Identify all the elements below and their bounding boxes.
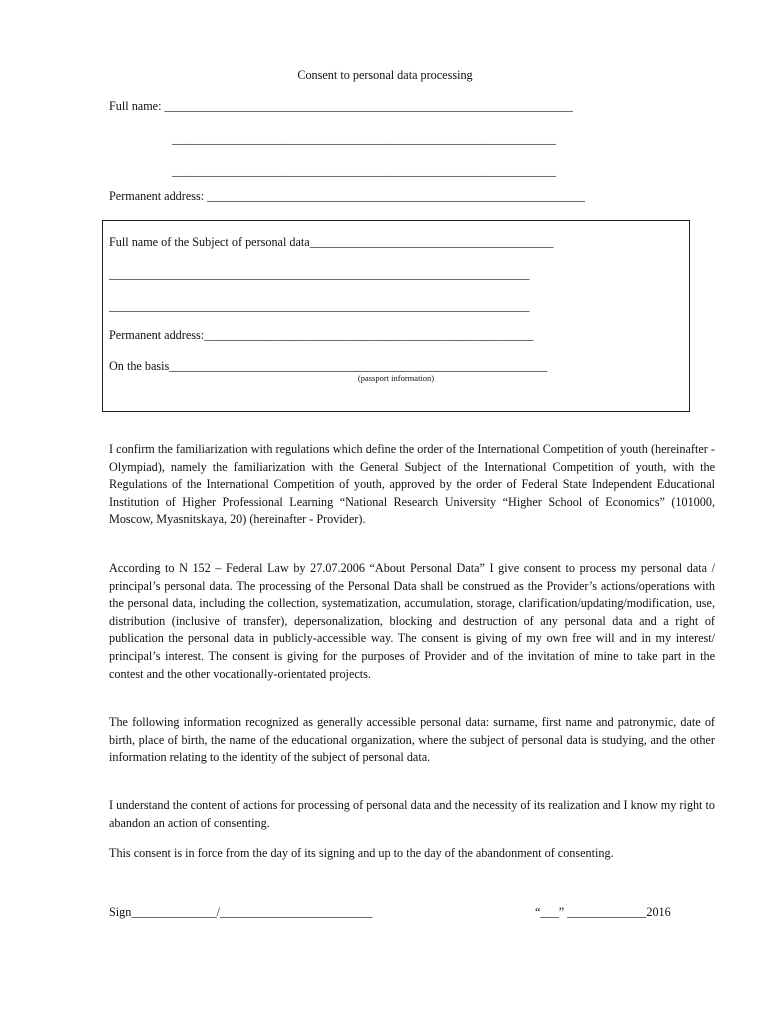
permanent-address-label: Permanent address: bbox=[109, 189, 208, 203]
paragraph-consent: According to N 152 – Federal Law by 27.07.2006 “About Personal Data” I give consent to process my personal data / principal’s personal data. The processing of the Personal Data shall be construed as the Provider’s actions/operations with the personal data, including the collection, systematization, accumulation, storage, clarification/updating/modification, use, distribution (inclusive of transfer), depersonalization, blocking and destruction of any personal data and a right of publication the personal data in publicly-accessible way. The consent is giving of my own free will and in my interest/ principal’s interest. The consent is giving for the purposes of Provider and of the invitation of mine to take part in the contest and the other vocationally-orientated projects. bbox=[109, 561, 715, 681]
permanent-address-row bbox=[109, 188, 585, 206]
subject-basis-label: On the basis bbox=[109, 359, 170, 373]
passport-information-hint: (passport information) bbox=[357, 373, 435, 383]
paragraph-accessible-data: The following information recognized as generally accessible personal data: surname, first name and patronymic, date of birth, place of birth, the name of the educational organization, where the subject of personal data is studying, and the other information relating to the identity of the subject of personal data. bbox=[109, 715, 715, 765]
full-name-line[interactable]: ___________________________________________________________________ bbox=[164, 99, 573, 113]
full-name-row bbox=[109, 98, 573, 116]
full-name-line-3[interactable]: _______________________________________________________________ bbox=[172, 164, 556, 178]
paragraph-familiarization: I confirm the familiarization with regulations which define the order of the International Competition of youth (hereinafter - Olympiad), namely the familiarization with the General Subject of the International Competition of youth, with the Regulations of the International Competition of youth, approved by the order of Federal State Independent Educational Institution of Higher Professional Learning “National Research University “Higher School of Economics” (101000, Moscow, Myasnitskaya, 20) (hereinafter - Provider). bbox=[109, 442, 715, 527]
paragraph-understanding: I understand the content of actions for processing of personal data and the necessity of its realization and I know my right to abandon an action of consenting. bbox=[109, 798, 715, 830]
full-name-label: Full name: bbox=[109, 99, 165, 113]
subject-of-personal-data-box bbox=[102, 220, 690, 412]
signature-line[interactable]: ______________/_________________________ bbox=[131, 905, 373, 919]
paragraph-validity: This consent is in force from the day of its signing and up to the day of the abandonment of consenting. bbox=[109, 846, 614, 860]
subject-address-row bbox=[109, 327, 533, 345]
permanent-address-line[interactable]: ______________________________________________________________ bbox=[207, 189, 585, 203]
date-line[interactable]: “___” _____________2016 bbox=[535, 905, 671, 919]
sign-label: Sign bbox=[109, 905, 132, 919]
page-title: Consent to personal data processing bbox=[297, 68, 473, 82]
signature-row bbox=[109, 904, 372, 922]
subject-blank-line-2[interactable]: _____________________________________________________________________ bbox=[109, 299, 530, 313]
subject-full-name-label: Full name of the Subject of personal data bbox=[109, 235, 310, 249]
subject-address-line[interactable]: ______________________________________________________ bbox=[204, 328, 534, 342]
subject-full-name-line[interactable]: ________________________________________ bbox=[309, 235, 554, 249]
subject-blank-line-1[interactable]: _____________________________________________________________________ bbox=[109, 267, 530, 281]
subject-full-name-row bbox=[109, 234, 553, 252]
subject-address-label: Permanent address: bbox=[109, 328, 205, 342]
subject-basis-line[interactable]: ______________________________________________________________ bbox=[169, 359, 548, 373]
full-name-line-2[interactable]: _______________________________________________________________ bbox=[172, 132, 556, 146]
